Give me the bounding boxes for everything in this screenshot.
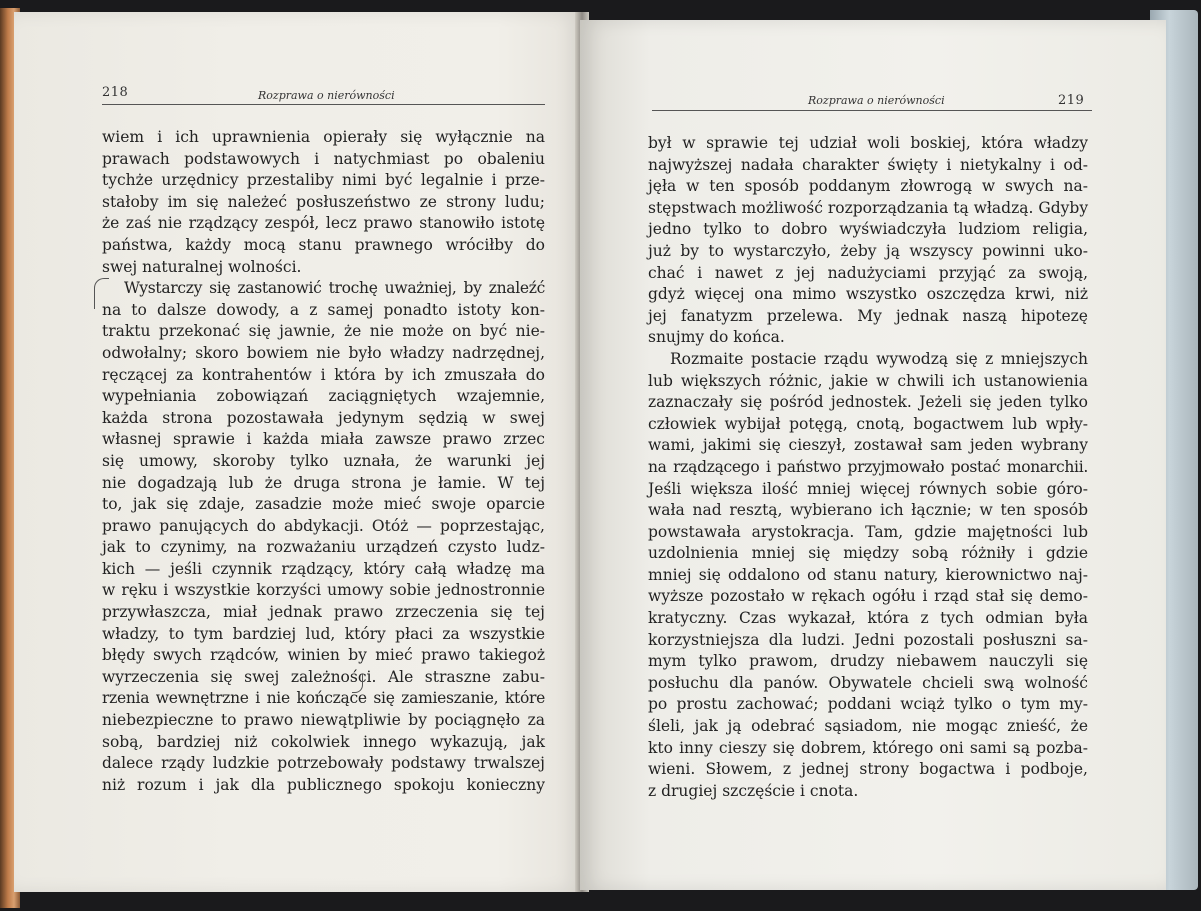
text-line: po prostu zachować; poddani wciąż tylko o tym my- [648, 695, 1088, 714]
text-line: każda strona pozostawała jedynym sędzią w swej [102, 408, 545, 427]
text-line: stępstwach możliwość rozporządzania tą władzą. Gdyby [648, 198, 1089, 217]
text-line: traktu przekonać się jawnie, że nie może on być nie- [102, 322, 545, 341]
text-line: gdyż więcej ona mimo wszystko oszczędza krwi, niż [648, 285, 1088, 304]
text-line: najwyższej nadała charakter święty i nietykalny i od- [648, 155, 1088, 174]
text-line: wypełniania zobowiązań zaciągniętych wzajemnie, [102, 387, 545, 406]
text-line: jedno tylko to dobro wyświadczyła ludziom religia, [648, 220, 1088, 239]
text-line: sobą, bardziej niż cokolwiek innego wykazują, jak [102, 732, 545, 751]
left-body-text [102, 127, 545, 796]
text-line: własnej sprawie i każda miała zawsze prawo zrzec [102, 430, 545, 449]
text-line: swej naturalnej wolności. [102, 257, 302, 276]
text-line: niebezpieczne to prawo niewątpliwie by pociągnęło za [102, 711, 545, 730]
text-line: nie dogadzają lub że druga strona je łamie. W tej [102, 473, 545, 492]
text-line: kratyczny. Czas wykazał, która z tych odmian była [648, 609, 1088, 628]
text-line: władzy, to tym bardziej lud, który płaci za wszystkie [102, 624, 545, 643]
text-line: korzystniejsza dla ludzi. Jedni pozostali posłuszni sa- [648, 630, 1088, 649]
left-header-rule [102, 104, 545, 105]
text-line: że zaś nie rządzący zespół, lecz prawo stanowiło istotę [102, 214, 545, 233]
text-line: kich — jeśli czynnik rządzący, który całą władzę ma [102, 559, 545, 578]
left-running-title: Rozprawa o nierówności [258, 89, 395, 102]
text-line: stałoby im się należeć posłuszeństwo ze strony ludu; [102, 192, 545, 211]
text-line: błędy swych rządców, winien by mieć prawo takiegoż [102, 646, 545, 665]
text-line: był w sprawie tej udział woli boskiej, która władzy [648, 134, 1088, 152]
text-line: mniej się oddalono od stanu natury, kierownictwo naj- [648, 565, 1088, 584]
text-line: wieni. Słowem, z jednej strony bogactwa i podboje, [648, 760, 1088, 779]
text-line: mym tylko prawom, drudzy niebawem nauczyli się [648, 652, 1088, 671]
text-line: prawach podstawowych i natychmiast po obaleniu [102, 149, 545, 168]
text-line: jęła w ten sposób poddanym złowrogą w swych na- [648, 177, 1088, 196]
text-line: posłuchu dla panów. Obywatele chcieli swą wolność [648, 673, 1088, 692]
text-line: Rozmaite postacie rządu wywodzą się z mniejszych [670, 349, 1088, 368]
text-line: w ręku i wszystkie korzyści umowy sobie jednostronnie [102, 581, 545, 600]
text-line: ręczącej za kontrahentów i która by ich zmuszała do [102, 365, 545, 384]
right-page [580, 20, 1166, 890]
text-line: snujmy do końca. [648, 328, 785, 347]
text-line: tychże urzędnicy przestaliby nimi być legalnie i prze- [102, 171, 545, 190]
text-line: zaznaczały się pośród jednostek. Jeżeli się jeden tylko [648, 393, 1088, 412]
text-line: na to dalsze dowody, a z samej ponadto istoty kon- [102, 300, 545, 319]
left-page-number: 218 [102, 85, 129, 100]
text-line: Wystarczy się zastanowić trochę uważniej, by znaleźć [124, 279, 545, 298]
text-line: wiem i ich uprawnienia opierały się wyłącznie na [102, 128, 545, 146]
text-line: wyrzeczenia się swej zależności. Ale straszne zabu- [102, 667, 545, 686]
text-line: na rządzącego i państwo przyjmowało postać monarchii. [648, 457, 1088, 476]
pencil-bracket-mark [94, 278, 109, 309]
text-line: przywłaszcza, miał jednak prawo zrzeczenia się tej [102, 603, 545, 622]
text-line: wyższe pozostało w rękach ogółu i rząd stał się demo- [648, 587, 1088, 606]
text-line: kto inny cieszy się dobrem, którego oni sami są pozba- [648, 738, 1088, 757]
left-page [14, 12, 582, 892]
text-line: rzenia wewnętrzne i nie kończące się zamieszanie, które [102, 689, 545, 708]
right-page-number: 219 [1058, 93, 1085, 108]
text-line: lub większych różnic, jakie w chwili ich ustanowienia [648, 371, 1088, 390]
right-body-text [648, 133, 1088, 802]
text-line: jej fanatyzm przelewa. My jednak naszą hipotezę [648, 306, 1088, 325]
right-header-rule [652, 110, 1092, 111]
text-line: państwa, każdy mocą stanu prawnego wróciłby do [102, 235, 545, 254]
text-line: powstawała arystokracja. Tam, gdzie majętności lub [648, 522, 1088, 541]
text-line: już by to wystarczyło, żeby ją wszyscy powinni uko- [648, 241, 1088, 260]
text-line: chać i nawet z jej nadużyciami przyjąć za swoją, [648, 263, 1088, 282]
text-line: uzdolnienia mniej się między sobą różniły i gdzie [648, 544, 1088, 563]
text-line: prawo panujących do abdykacji. Otóż — poprzestając, [102, 516, 545, 535]
right-running-title: Rozprawa o nierówności [808, 94, 945, 107]
text-line: niż rozum i jak dla publicznego spokoju konieczny [102, 775, 545, 794]
text-line: dalece rządy ludzkie potrzebowały podstawy trwalszej [102, 754, 545, 773]
text-line: jak to czynimy, na rozważaniu urządzeń czysto ludz- [102, 538, 545, 557]
text-line: się umowy, skoroby tylko uznała, że warunki jej [102, 451, 545, 470]
text-line: wała nad resztą, wybierano ich łącznie; w ten sposób [648, 501, 1088, 520]
text-line: to, jak się zdaje, zasadzie może mieć swoje oparcie [102, 495, 545, 514]
text-line: człowiek wybijał potęgą, cnotą, bogactwem lub wpły- [648, 414, 1088, 433]
text-line: śleli, jak ją odebrać sąsiadom, nie mogąc znieść, że [648, 717, 1088, 736]
text-line: z drugiej szczęście i cnota. [648, 781, 859, 800]
text-line: Jeśli większa ilość mniej więcej równych sobie góro- [648, 479, 1088, 498]
text-line: wami, jakimi się cieszył, zostawał sam jeden wybrany [648, 436, 1088, 455]
text-line: odwołalny; skoro bowiem nie było władzy nadrzędnej, [102, 343, 545, 362]
